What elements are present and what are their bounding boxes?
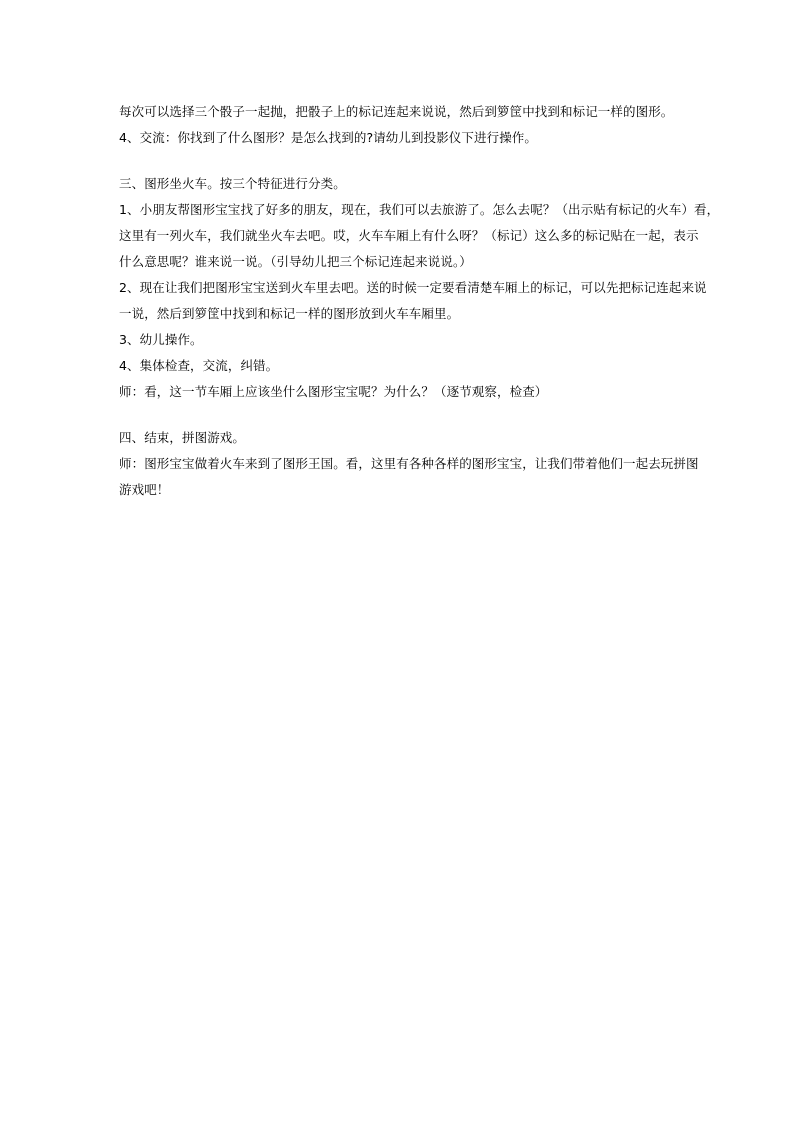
paragraph-line: 1、小朋友帮图形宝宝找了好多的朋友，现在，我们可以去旅游了。怎么去呢？（出示贴有标记的火车）看， xyxy=(119,202,720,217)
paragraph-line: 2、现在让我们把图形宝宝送到火车里去吧。送的时候一定要看清楚车厢上的标记，可以先把标记连起来说 xyxy=(119,280,707,295)
paragraph-line: 游戏吧！ xyxy=(119,482,170,497)
paragraph-line: 4、集体检查，交流，纠错。 xyxy=(119,358,279,373)
section-gap xyxy=(119,405,679,425)
paragraph-line: 一说，然后到箩筐中找到和标记一样的图形放到火车车厢里。 xyxy=(119,306,460,321)
paragraph-line: 这里有一列火车，我们就坐火车去吧。哎，火车车厢上有什么呀？（标记）这么多的标记贴在一起，表示 xyxy=(119,228,699,243)
paragraph-line: 每次可以选择三个骰子一起抛，把骰子上的标记连起来说说，然后到箩筐中找到和标记一样的图形。 xyxy=(119,104,674,119)
document-body xyxy=(119,99,720,503)
section-heading: 三、图形坐火车。按三个特征进行分类。 xyxy=(119,176,346,191)
section-gap xyxy=(119,151,679,171)
section-heading: 四、结束，拼图游戏。 xyxy=(119,430,246,445)
paragraph-line: 师：图形宝宝做着火车来到了图形王国。看，这里有各种各样的图形宝宝，让我们带着他们一起去玩拼图 xyxy=(119,456,699,471)
paragraph-line: 3、幼儿操作。 xyxy=(119,332,203,347)
paragraph-line: 什么意思呢？谁来说一说。（引导幼儿把三个标记连起来说说。） xyxy=(119,254,472,269)
paragraph-line: 4、交流：你找到了什么图形？是怎么找到的?请幼儿到投影仪下进行操作。 xyxy=(119,130,537,145)
paragraph-line: 师：看，这一节车厢上应该坐什么图形宝宝呢？为什么？（逐节观察，检查） xyxy=(119,384,548,399)
